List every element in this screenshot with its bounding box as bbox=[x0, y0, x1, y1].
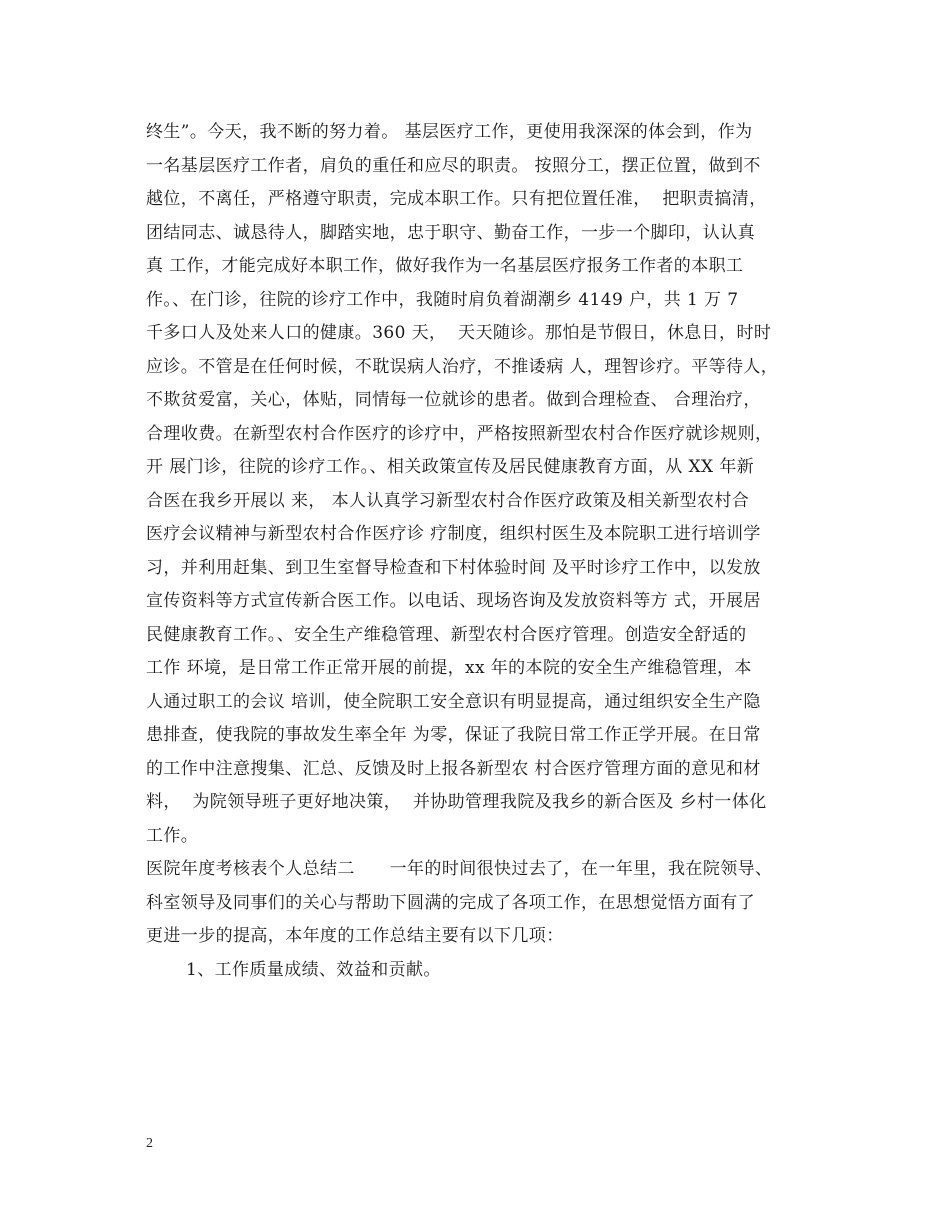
text-line: 真 工作，才能完成好本职工作，做好我作为一名基层医疗报务工作者的本职工 bbox=[146, 256, 744, 276]
text-line: 科室领导及同事们的关心与帮助下圆满的完成了各项工作，在思想觉悟方面有了 bbox=[146, 892, 755, 913]
text-line: 不欺贫爱富，关心，体贴，同情每一位就诊的患者。做到合理检查、 合理治疗， bbox=[146, 390, 761, 410]
text-line: 民健康教育工作。、安全生产维稳管理、新型农村合医疗管理。创造安全舒适的 bbox=[146, 624, 747, 645]
text-line: 医疗会议精神与新型农村合作医疗诊 疗制度，组织村医生及本院职工进行培训学 bbox=[146, 524, 761, 544]
section-heading-line: 医院年度考核表个人总结二 一年的时间很快过去了，在一年里，我在院领导、 bbox=[146, 859, 773, 879]
text-line: 宣传资料等方式宣传新合医工作。以电话、现场咨询及发放资料等方 式，开展居 bbox=[146, 591, 761, 611]
text-line: 越位，不离任，严格遵守职责，完成本职工作。只有把位置任准， 把职责搞清， bbox=[146, 189, 767, 209]
text-line: 工作 环境，是日常工作正常开展的前提，xx 年的本院的安全生产维稳管理，本 bbox=[146, 658, 752, 678]
text-line: 应诊。不管是在任何时候，不耽误病人治疗，不推诿病 人，理智诊疗。平等待人， bbox=[146, 356, 779, 377]
text-line: 的工作中注意搜集、汇总、反馈及时上报各新型农 村合医疗管理方面的意见和材 bbox=[146, 758, 761, 779]
text-line: 料， 为院领导班子更好地决策， 并协助管理我院及我乡的新合医及 乡村一体化 bbox=[146, 792, 767, 812]
list-item-line: 1、工作质量成绩、效益和贡献。 bbox=[186, 959, 441, 980]
text-line: 工作。 bbox=[146, 825, 199, 846]
document-body bbox=[146, 116, 836, 987]
text-line: 千多口人及处来人口的健康。360 天， 天天随诊。那怕是节假日，休息日，时时 bbox=[146, 323, 772, 343]
text-line: 团结同志、诚恳待人，脚踏实地，忠于职守、勤奋工作，一步一个脚印，认认真 bbox=[146, 222, 755, 243]
text-line: 人通过职工的会议 培训，使全院职工安全意识有明显提高，通过组织安全生产隐 bbox=[146, 691, 761, 712]
text-line: 更进一步的提高，本年度的工作总结主要有以下几项： bbox=[146, 926, 564, 946]
text-line: 合医在我乡开展以 来， 本人认真学习新型农村合作医疗政策及相关新型农村合 bbox=[146, 490, 750, 511]
text-line: 一名基层医疗工作者，肩负的重任和应尽的职责。 按照分工，摆正位置，做到不 bbox=[146, 155, 761, 176]
text-line: 作。、在门诊，往院的诊疗工作中，我随时肩负着湖潮乡 4149 户，共 1 万 7 bbox=[146, 289, 739, 310]
page-number: 2 bbox=[146, 1136, 153, 1151]
text-line: 合理收费。在新型农村合作医疗的诊疗中，严格按照新型农村合作医疗就诊规则， bbox=[146, 423, 773, 444]
text-line: 习，并利用赶集、到卫生室督导检查和下村体验时间 及平时诊疗工作中，以发放 bbox=[146, 557, 761, 578]
text-line: 终生”。今天，我不断的努力着。 基层医疗工作，更使用我深深的体会到，作为 bbox=[146, 122, 753, 142]
text-line: 患排查，使我院的事故发生率全年 为零，保证了我院日常工作正学开展。在日常 bbox=[146, 725, 761, 745]
text-line: 开 展门诊，往院的诊疗工作。、相关政策宣传及居民健康教育方面，从 XX 年新 bbox=[146, 457, 755, 477]
